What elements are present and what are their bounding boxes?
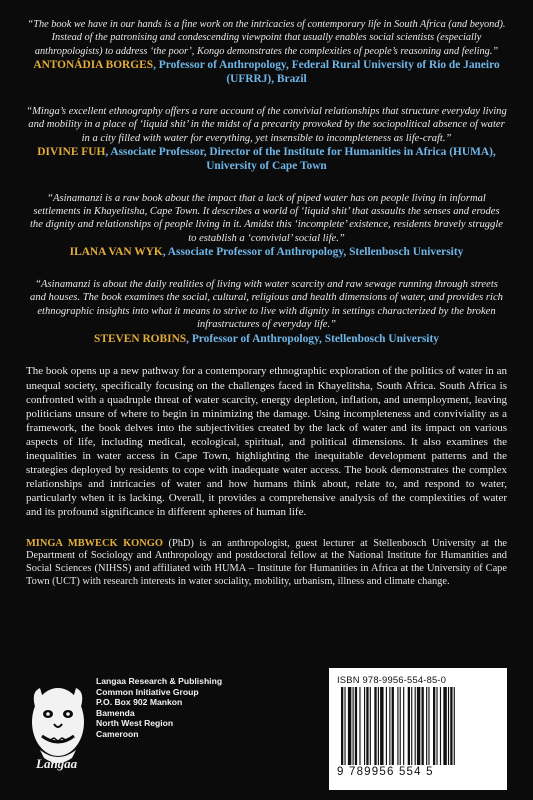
barcode-digits: 9 789956 554 5	[337, 766, 434, 778]
quote-text: “Minga’s excellent ethnography offers a rare account of the convivial relationships that structure everyday living and mobility in a place of ‘liquid shit’ in the midst of a precarity provoked by the sociopolitical absence of water in a city filled with water for everything, yet insensible to incompleteness as life-craft.”	[26, 105, 507, 144]
quote-attribution	[26, 146, 507, 174]
endorser-role: , Associate Professor, Director of the Institute for Humanities in Africa (HUMA), University of Cape Town	[105, 146, 496, 172]
logo-wordmark: Langaa	[36, 756, 78, 771]
book-blurb: The book opens up a new pathway for a contemporary ethnographic exploration of the politics of water in an unequal society, specifically focusing on the challenges faced in Khayelitsha, South Africa. South Africa is confronted with a quadruple threat of water scarcity, energy depletion, inflation, and unemployment, leaving politicians unsure of where to begin in minimizing the damage. Using incompleteness and conviviality as a framework, the book delves into the subjectivities created by the lack of water and its impact on various aspects of life, including medical, ecological, spiritual, and political dimensions. It also examines the inequalities in water access in Cape Town, highlighting the inequitable development patterns and the strategies deployed by residents to cope with inadequate water access. The book demonstrates the complex relationships and intricacies of water and how humans think about, relate to, and respond to water, particularly when it is lacking. Overall, it provides a comprehensive analysis of the complexities of water and its profound significance in different spheres of human life.	[26, 365, 507, 519]
author-bio-text: (PhD) is an anthropologist, guest lecturer at Stellenbosch University at the Department of Sociology and Anthropology and postdoctoral fellow at the National Institute for Humanities and Social Sciences (NIHSS) and affiliated with HUMA – Institute for Humanities in Africa at the University of Cape Town (UCT) with research interests in water sociality, mobility, urbanism, illness and climate change.	[26, 537, 507, 587]
endorser-name: STEVEN ROBINS	[94, 332, 187, 345]
endorser-role: , Associate Professor of Anthropology, Stellenbosch University	[162, 246, 464, 259]
publisher-line: P.O. Box 902 Mankon	[96, 697, 183, 708]
author-bio	[26, 538, 507, 589]
endorser-role: , Professor of Anthropology, Federal Rural University of Rio de Janeiro (UFRRJ), Brazil	[153, 59, 500, 86]
publisher-line: Langaa Research & Publishing	[96, 676, 223, 686]
publisher-line: Cameroon	[96, 728, 139, 739]
publisher-line: Bamenda	[96, 707, 135, 718]
endorser-name: DIVINE FUH	[37, 146, 106, 159]
quote-text: “Asinamanzi is about the daily realities of living with water scarcity and raw sewage running through streets and houses. The book examines the social, cultural, religious and health dimensions of water, and provides rich ethnographic insights into what it means to strive to live with dignity in settings characterized by the broken infrastructures of everyday life.”	[30, 279, 503, 331]
isbn-label: ISBN 978-9956-554-85-0	[337, 674, 447, 685]
endorsement-quote	[26, 18, 507, 87]
publisher-address	[96, 676, 222, 740]
endorser-name: ILANA VAN WYK	[69, 246, 163, 259]
isbn-barcode	[329, 668, 507, 790]
barcode-bars	[337, 687, 499, 765]
publisher-footer	[26, 670, 507, 790]
quote-text: “The book we have in our hands is a fine work on the intricacies of contemporary life in South Africa (and beyond). Instead of the patronising and condescending viewpoint that usually enables social scientists (especially anthropologists) to address ‘the poor’, Kongo demonstrates the complexities of people’s reasoning and feeling.”	[27, 19, 506, 57]
quote-text: “Asinamanzi is a raw book about the impact that a lack of piped water has on people living in informal settlements in Khayelitsha, Cape Town. It describes a world of ‘liquid shit’ that assaults the senses and erodes the dignity and relationships of people living in it. Amidst this ‘incomplete’ existence, residents bravely struggle to establish a ‘convivial’ social life.”	[29, 192, 503, 244]
publisher-line: North West Region	[96, 718, 174, 729]
quote-attribution	[26, 246, 507, 260]
endorsement-quote	[26, 192, 507, 260]
quote-attribution	[26, 333, 507, 347]
author-name: MINGA MBWECK KONGO	[26, 537, 163, 549]
publisher-line: Common Initiative Group	[96, 686, 199, 697]
endorser-role: , Professor of Anthropology, Stellenbosch University	[186, 332, 439, 345]
quote-attribution	[26, 59, 507, 87]
endorsement-quote	[26, 105, 507, 174]
endorsement-quote	[26, 278, 507, 346]
endorser-name: ANTONÁDIA BORGES	[33, 59, 154, 72]
